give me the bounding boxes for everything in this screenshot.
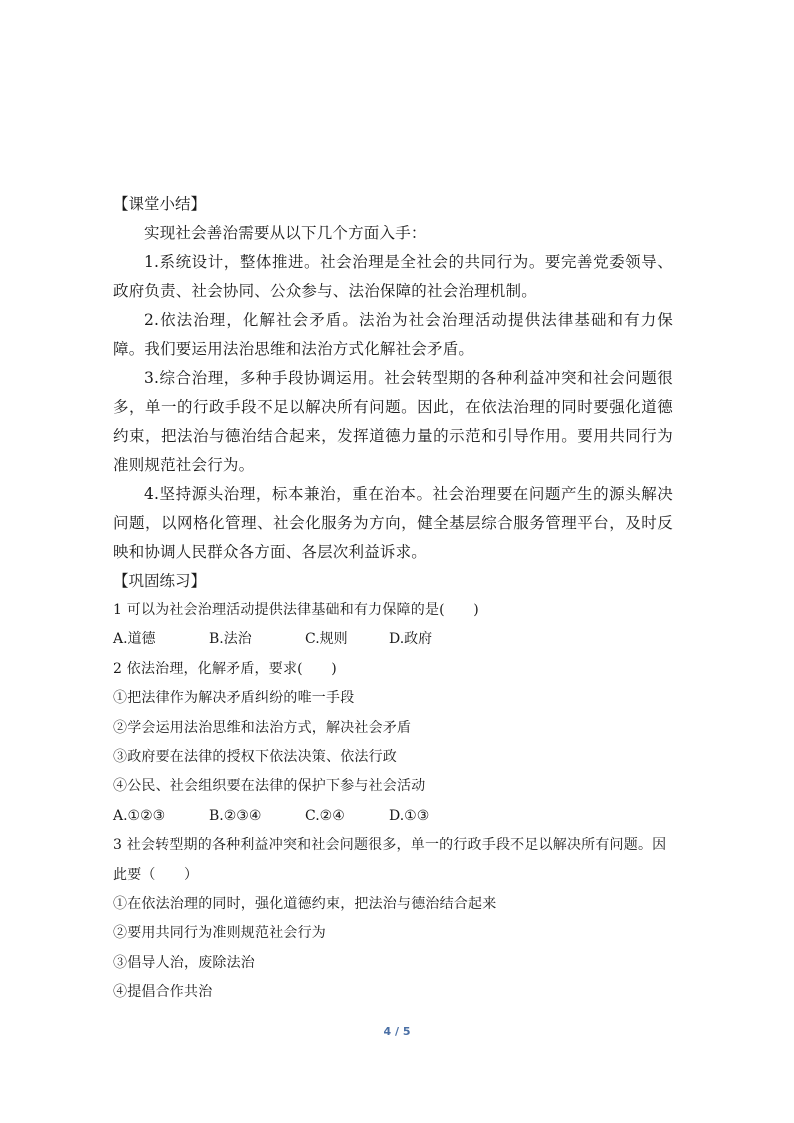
question-3-item-3: ③倡导人治，废除法治 <box>113 954 255 971</box>
page-number: 4 / 5 <box>383 1025 411 1038</box>
question-2-item-1: ①把法律作为解决矛盾纠纷的唯一手段 <box>113 690 355 707</box>
question-2-option-b: B.②③④ <box>209 807 262 824</box>
summary-point-2: 2.依法治理，化解社会矛盾。法治为社会治理活动提供法律基础和有力保障。我们要运用法治思维和法治方式化解社会矛盾。 <box>113 311 673 358</box>
question-2-item-2: ②学会运用法治思维和法治方式，解决社会矛盾 <box>113 719 412 736</box>
question-2-options <box>113 802 673 831</box>
question-2-option-a: A.①②③ <box>113 807 166 824</box>
summary-intro: 实现社会善治需要从以下几个方面入手： <box>144 224 427 242</box>
question-2-item-4: ④公民、社会组织要在法律的保护下参与社会活动 <box>113 778 426 795</box>
question-3-item-1: ①在依法治理的同时，强化道德约束，把法治与德治结合起来 <box>113 896 497 913</box>
question-1-option-a: A.道德 <box>113 631 156 648</box>
question-1-option-b: B.法治 <box>209 631 252 648</box>
question-1-options <box>113 625 673 654</box>
question-3-item-4: ④提倡合作共治 <box>113 984 213 1001</box>
page-content <box>113 190 673 1008</box>
question-3-item-2: ②要用共同行为准则规范社会行为 <box>113 925 326 942</box>
summary-point-1: 1.系统设计，整体推进。社会治理是全社会的共同行为。要完善党委领导、政府负责、社会协同、公众参与、法治保障的社会治理机制。 <box>113 253 673 300</box>
question-3-stem: 3 社会转型期的各种利益冲突和社会问题很多，单一的行政手段不足以解决所有问题。因此要（ ） <box>113 837 667 883</box>
question-1-option-d: D.政府 <box>389 631 433 648</box>
question-2-option-d: D.①③ <box>389 807 430 824</box>
question-2-stem: 2 依法治理，化解矛盾，要求( ) <box>113 660 337 677</box>
exercise-heading: 【巩固练习】 <box>113 572 207 590</box>
question-1-option-c: C.规则 <box>305 631 348 648</box>
question-2-option-c: C.②④ <box>305 807 345 824</box>
question-1-stem: 1 可以为社会治理活动提供法律基础和有力保障的是( ) <box>113 602 479 618</box>
summary-point-3: 3.综合治理，多种手段协调运用。社会转型期的各种利益冲突和社会问题很多，单一的行政手段不足以解决所有问题。因此，在依法治理的同时要强化道德约束，把法治与德治结合起来，发挥道德力量的示范和引导作用。要用共同行为准则规范社会行为。 <box>113 369 673 474</box>
summary-heading: 【课堂小结】 <box>113 195 207 213</box>
summary-point-4: 4.坚持源头治理，标本兼治，重在治本。社会治理要在问题产生的源头解决问题，以网格化管理、社会化服务为方向，健全基层综合服务管理平台，及时反映和协调人民群众各方面、各层次利益诉求。 <box>113 485 673 561</box>
question-2-item-3: ③政府要在法律的授权下依法决策、依法行政 <box>113 749 397 766</box>
